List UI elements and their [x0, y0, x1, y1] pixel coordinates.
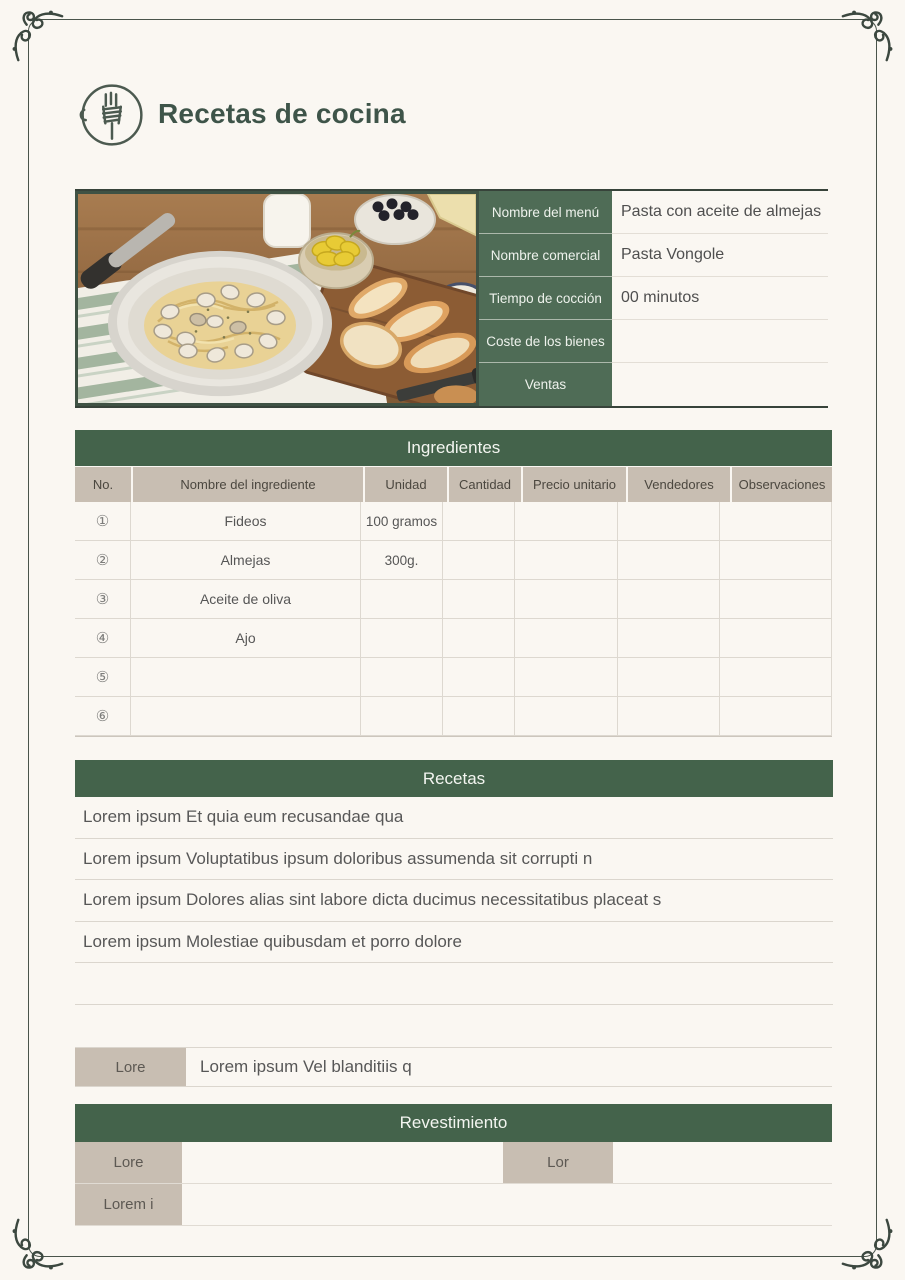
row-number: ⑥ [75, 697, 131, 736]
pasta-vongole-photo-illustration [78, 194, 476, 403]
sales-value[interactable] [612, 363, 828, 406]
coating-section-title: Revestimiento [75, 1104, 832, 1142]
vendors-cell[interactable] [618, 658, 720, 697]
unit-cell[interactable] [361, 580, 443, 619]
menu-name-value[interactable]: Pasta con aceite de almejas [612, 191, 828, 234]
note-value[interactable]: Lorem ipsum Vel blanditiis q [200, 1057, 412, 1076]
page-title: Recetas de cocina [158, 98, 406, 129]
ingredients-table-body [75, 502, 832, 737]
menu-info-row [479, 234, 828, 277]
vendors-cell[interactable] [618, 619, 720, 658]
cooking-time-label: Tiempo de cocción [479, 277, 612, 320]
cost-of-goods-value[interactable] [612, 320, 828, 363]
menu-info-table [75, 189, 828, 408]
vendors-cell[interactable] [618, 541, 720, 580]
row-number: ⑤ [75, 658, 131, 697]
unit-price-cell[interactable] [515, 541, 618, 580]
notes-cell[interactable] [720, 619, 832, 658]
coating-label-2: Lor [503, 1142, 613, 1183]
recipes-section-title: Recetas [75, 760, 833, 797]
col-header-vendors: Vendedores [628, 467, 730, 502]
notes-cell[interactable] [720, 580, 832, 619]
coating-label-3: Lorem i [75, 1184, 182, 1225]
corner-flourish-icon [8, 1218, 64, 1274]
quantity-cell[interactable] [443, 619, 515, 658]
ingredients-header-row [75, 467, 832, 502]
unit-price-cell[interactable] [515, 580, 618, 619]
menu-info-row [479, 363, 828, 406]
unit-cell[interactable]: 100 gramos [361, 502, 443, 541]
coating-value-field[interactable] [182, 1142, 503, 1183]
notes-cell[interactable] [720, 658, 832, 697]
quantity-cell[interactable] [443, 580, 515, 619]
col-header-quantity: Cantidad [449, 467, 521, 502]
ingredient-name-cell[interactable] [131, 658, 361, 697]
ingredient-name-cell[interactable]: Fideos [131, 502, 361, 541]
vendors-cell[interactable] [618, 580, 720, 619]
ingredient-name-cell[interactable] [131, 697, 361, 736]
ingredient-name-cell[interactable]: Ajo [131, 619, 361, 658]
quantity-cell[interactable] [443, 502, 515, 541]
menu-info-fields [479, 191, 828, 406]
coating-row [75, 1184, 832, 1226]
unit-cell[interactable] [361, 697, 443, 736]
row-number: ① [75, 502, 131, 541]
note-label: Lore [75, 1048, 186, 1086]
corner-flourish-icon [841, 1218, 897, 1274]
quantity-cell[interactable] [443, 541, 515, 580]
row-number: ② [75, 541, 131, 580]
col-header-name: Nombre del ingrediente [133, 467, 363, 502]
menu-info-row [479, 320, 828, 363]
commercial-name-value[interactable]: Pasta Vongole [612, 234, 828, 277]
coating-row [75, 1142, 832, 1184]
ingredients-section-title: Ingredientes [75, 430, 832, 466]
coating-value-field[interactable] [613, 1142, 832, 1183]
recipes-section [75, 760, 833, 1005]
notes-cell[interactable] [720, 697, 832, 736]
row-number: ③ [75, 580, 131, 619]
corner-flourish-icon [8, 6, 64, 62]
ingredient-name-cell[interactable]: Almejas [131, 541, 361, 580]
sales-label: Ventas [479, 363, 612, 406]
corner-flourish-icon [841, 6, 897, 62]
col-header-notes: Observaciones [732, 467, 832, 502]
dish-photo [75, 191, 479, 406]
unit-price-cell[interactable] [515, 502, 618, 541]
recipe-step-line[interactable]: Lorem ipsum Molestiae quibusdam et porro dolore [75, 922, 833, 964]
cooking-time-value[interactable]: 00 minutos [612, 277, 828, 320]
coating-section [75, 1104, 832, 1226]
ingredient-name-cell[interactable]: Aceite de oliva [131, 580, 361, 619]
recipe-step-line[interactable] [75, 963, 833, 1005]
col-header-unit: Unidad [365, 467, 447, 502]
recipe-step-line[interactable]: Lorem ipsum Dolores alias sint labore dicta ducimus necessitatibus placeat s [75, 880, 833, 922]
fork-pasta-logo-icon [78, 81, 146, 149]
unit-price-cell[interactable] [515, 658, 618, 697]
quantity-cell[interactable] [443, 658, 515, 697]
unit-cell[interactable]: 300g. [361, 541, 443, 580]
notes-cell[interactable] [720, 502, 832, 541]
unit-price-cell[interactable] [515, 619, 618, 658]
cost-of-goods-label: Coste de los bienes [479, 320, 612, 363]
note-row [75, 1047, 832, 1087]
unit-cell[interactable] [361, 658, 443, 697]
col-header-no: No. [75, 467, 131, 502]
notes-cell[interactable] [720, 541, 832, 580]
menu-info-row [479, 191, 828, 234]
coating-label-1: Lore [75, 1142, 182, 1183]
unit-cell[interactable] [361, 619, 443, 658]
coating-value-field[interactable] [182, 1184, 832, 1225]
ingredients-section [75, 430, 832, 737]
menu-info-row [479, 277, 828, 320]
quantity-cell[interactable] [443, 697, 515, 736]
vendors-cell[interactable] [618, 697, 720, 736]
menu-name-label: Nombre del menú [479, 191, 612, 234]
recipe-step-line[interactable]: Lorem ipsum Et quia eum recusandae qua [75, 797, 833, 839]
row-number: ④ [75, 619, 131, 658]
unit-price-cell[interactable] [515, 697, 618, 736]
commercial-name-label: Nombre comercial [479, 234, 612, 277]
col-header-unit-price: Precio unitario [523, 467, 626, 502]
vendors-cell[interactable] [618, 502, 720, 541]
recipe-step-line[interactable]: Lorem ipsum Voluptatibus ipsum doloribus assumenda sit corrupti n [75, 839, 833, 881]
